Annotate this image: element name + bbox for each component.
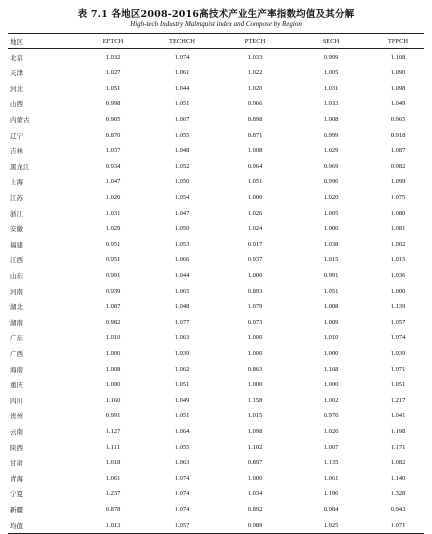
cell-sech: 1.005 <box>323 209 339 217</box>
cell-region: 吉林 <box>10 147 23 156</box>
cell-region: 重庆 <box>10 381 23 390</box>
cell-eftch: 1.037 <box>105 147 121 155</box>
cell-tfpch: 1.075 <box>390 194 406 202</box>
cell-eftch: 1.018 <box>105 459 121 467</box>
cell-techch: 1.044 <box>174 84 190 92</box>
cell-eftch: 0.982 <box>105 318 121 326</box>
cell-ptech: 1.000 <box>247 349 263 357</box>
table-row <box>8 221 424 237</box>
cell-eftch: 0.878 <box>105 505 121 513</box>
cell-ptech: 1.000 <box>247 272 263 279</box>
cell-eftch: 1.127 <box>105 427 121 435</box>
cell-tfpch: 1.139 <box>390 303 406 311</box>
cell-eftch: 1.160 <box>105 396 121 404</box>
cell-sech: 1.061 <box>323 474 339 482</box>
cell-region: 辽宁 <box>10 131 23 140</box>
cell-ptech: 1.102 <box>247 443 263 451</box>
cell-techch: 1.051 <box>174 381 190 389</box>
cell-region: 黑龙江 <box>10 162 30 171</box>
cell-eftch: 1.027 <box>105 69 121 77</box>
cell-eftch: 0.870 <box>105 131 121 139</box>
cell-region: 湖南 <box>10 318 23 327</box>
cell-ptech: 1.051 <box>247 178 263 186</box>
cell-techch: 1.066 <box>174 256 190 264</box>
cell-tfpch: 0.943 <box>390 505 406 513</box>
cell-tfpch: 1.080 <box>390 209 406 217</box>
table-row <box>8 299 424 315</box>
cell-tfpch: 1.198 <box>390 427 406 435</box>
cell-ptech: 1.008 <box>247 147 263 155</box>
cell-region: 广西 <box>10 349 23 358</box>
cell-region: 均值 <box>10 521 23 530</box>
cell-tfpch: 1.071 <box>390 521 406 529</box>
cell-tfpch: 1.217 <box>390 396 406 404</box>
cell-techch: 1.049 <box>174 396 190 404</box>
cell-tfpch: 1.036 <box>390 272 406 279</box>
cell-eftch: 1.032 <box>105 53 121 61</box>
cell-ptech: 1.015 <box>247 412 263 420</box>
cell-ptech: 0.917 <box>247 240 263 248</box>
cell-techch: 1.055 <box>174 131 190 139</box>
cell-ptech: 1.022 <box>247 69 263 77</box>
cell-techch: 1.064 <box>174 427 190 435</box>
cell-eftch: 1.051 <box>105 84 121 92</box>
cell-ptech: 1.026 <box>247 209 263 217</box>
table-row <box>8 49 424 65</box>
table-row <box>8 268 424 284</box>
cell-ptech: 0.893 <box>247 287 263 295</box>
cell-eftch: 1.047 <box>105 178 121 186</box>
cell-ptech: 0.871 <box>247 131 263 139</box>
cell-techch: 1.052 <box>174 162 190 170</box>
header-region: 地区 <box>10 37 23 46</box>
table-row <box>8 159 424 175</box>
cell-eftch: 0.934 <box>105 162 121 170</box>
table-row <box>8 470 424 486</box>
cell-region: 海南 <box>10 365 23 374</box>
cell-sech: 1.008 <box>323 303 339 311</box>
header-tfpch: TFPCH <box>387 37 409 45</box>
table-row <box>8 65 424 81</box>
cell-region: 北京 <box>10 53 23 62</box>
cell-eftch: 0.951 <box>105 240 121 248</box>
cell-eftch: 0.905 <box>105 116 121 124</box>
header-techch: TECHCH <box>169 37 195 45</box>
cell-region: 宁夏 <box>10 490 23 499</box>
cell-techch: 1.063 <box>174 334 190 342</box>
header-row <box>8 34 424 48</box>
cell-sech: 1.025 <box>323 521 339 529</box>
cell-tfpch: 1.051 <box>390 381 406 389</box>
table-body <box>8 49 424 532</box>
cell-techch: 1.074 <box>174 490 190 498</box>
table-row <box>8 314 424 330</box>
cell-techch: 1.054 <box>174 194 190 202</box>
cell-region: 青海 <box>10 474 23 483</box>
cell-sech: 0.999 <box>323 131 339 139</box>
cell-region: 山东 <box>10 272 23 280</box>
table-row <box>8 81 424 97</box>
cell-sech: 1.010 <box>323 334 339 342</box>
cell-eftch: 1.010 <box>105 334 121 342</box>
cell-region: 内蒙古 <box>10 116 30 125</box>
cell-ptech: 1.024 <box>247 225 263 233</box>
cell-tfpch: 1.039 <box>390 349 406 357</box>
table-row <box>8 346 424 362</box>
cell-sech: 0.976 <box>323 412 339 420</box>
cell-sech: 1.000 <box>323 381 339 389</box>
cell-region: 贵州 <box>10 412 23 421</box>
cell-techch: 1.057 <box>174 521 190 529</box>
cell-region: 四川 <box>10 396 23 405</box>
cell-sech: 1.002 <box>323 396 339 404</box>
cell-region: 上海 <box>10 178 23 187</box>
cell-tfpch: 1.090 <box>390 69 406 77</box>
cell-eftch: 0.939 <box>105 287 121 295</box>
cell-region: 山西 <box>10 100 23 109</box>
table-row <box>8 190 424 206</box>
cell-tfpch: 0.982 <box>390 162 406 170</box>
data-table <box>8 33 424 534</box>
cell-tfpch: 1.074 <box>390 334 406 342</box>
cell-sech: 1.168 <box>323 365 339 373</box>
cell-tfpch: 1.082 <box>390 459 406 467</box>
header-sech: SECH <box>322 37 340 45</box>
table-row <box>8 455 424 471</box>
table-row <box>8 237 424 253</box>
cell-tfpch: 1.328 <box>390 490 406 498</box>
cell-ptech: 1.079 <box>247 303 263 311</box>
cell-techch: 1.050 <box>174 225 190 233</box>
cell-sech: 1.020 <box>323 194 339 202</box>
cell-techch: 1.074 <box>174 53 190 61</box>
cell-ptech: 0.898 <box>247 116 263 124</box>
cell-eftch: 1.020 <box>105 194 121 202</box>
cell-techch: 1.051 <box>174 412 190 420</box>
table-subtitle: High-tech Industry Malmquist index and Compose by Region <box>130 20 302 28</box>
cell-sech: 0.969 <box>323 162 339 170</box>
table-row <box>8 283 424 299</box>
table-row <box>8 392 424 408</box>
cell-ptech: 0.966 <box>247 100 263 108</box>
cell-tfpch: 1.071 <box>390 365 406 373</box>
cell-tfpch: 1.140 <box>390 474 406 482</box>
cell-eftch: 1.013 <box>105 521 121 529</box>
cell-techch: 1.047 <box>174 209 190 217</box>
table-row <box>8 517 424 533</box>
cell-techch: 1.039 <box>174 349 190 357</box>
cell-tfpch: 1.087 <box>390 147 406 155</box>
cell-tfpch: 1.049 <box>390 100 406 108</box>
cell-sech: 0.999 <box>323 53 339 61</box>
cell-eftch: 1.087 <box>105 303 121 311</box>
cell-sech: 1.008 <box>323 116 339 124</box>
table-row <box>8 96 424 112</box>
cell-region: 福建 <box>10 240 23 249</box>
cell-ptech: 1.000 <box>247 381 263 389</box>
cell-region: 江苏 <box>10 194 23 203</box>
cell-tfpch: 0.965 <box>390 116 406 124</box>
cell-techch: 1.055 <box>174 443 190 451</box>
cell-region: 广东 <box>10 334 23 343</box>
cell-techch: 1.074 <box>174 505 190 513</box>
cell-eftch: 1.061 <box>105 474 121 482</box>
cell-ptech: 0.892 <box>247 505 263 513</box>
cell-sech: 1.007 <box>323 443 339 451</box>
cell-region: 天津 <box>10 69 23 78</box>
cell-eftch: 1.000 <box>105 381 121 389</box>
cell-sech: 1.015 <box>323 256 339 264</box>
cell-tfpch: 0.918 <box>390 131 406 139</box>
table-row <box>8 486 424 502</box>
cell-ptech: 1.020 <box>247 84 263 92</box>
cell-region: 甘肃 <box>10 459 23 468</box>
table-row <box>8 439 424 455</box>
cell-sech: 1.196 <box>323 490 339 498</box>
cell-ptech: 1.000 <box>247 194 263 202</box>
cell-techch: 1.062 <box>174 365 190 373</box>
header-ptech: PTECH <box>244 37 266 45</box>
cell-techch: 1.044 <box>174 272 190 279</box>
cell-region: 陕西 <box>10 443 23 452</box>
cell-sech: 1.135 <box>323 459 339 467</box>
cell-region: 安徽 <box>10 225 23 234</box>
cell-eftch: 1.029 <box>105 225 121 233</box>
cell-region: 河北 <box>10 84 23 93</box>
cell-sech: 1.038 <box>323 240 339 248</box>
cell-ptech: 0.989 <box>247 521 263 529</box>
table-row <box>8 174 424 190</box>
cell-techch: 1.067 <box>174 116 190 124</box>
cell-techch: 1.050 <box>174 178 190 186</box>
cell-techch: 1.053 <box>174 240 190 248</box>
cell-ptech: 0.897 <box>247 459 263 467</box>
header-eftch: EFTCH <box>102 37 124 45</box>
cell-techch: 1.063 <box>174 459 190 467</box>
cell-region: 云南 <box>10 427 23 436</box>
cell-eftch: 0.998 <box>105 100 121 108</box>
cell-techch: 1.077 <box>174 318 190 326</box>
cell-tfpch: 1.099 <box>390 178 406 186</box>
table-row <box>8 127 424 143</box>
cell-sech: 1.029 <box>323 147 339 155</box>
cell-techch: 1.048 <box>174 303 190 311</box>
cell-eftch: 1.008 <box>105 365 121 373</box>
cell-eftch: 1.111 <box>105 443 121 451</box>
cell-sech: 1.009 <box>323 318 339 326</box>
cell-ptech: 1.158 <box>247 396 263 404</box>
cell-region: 新疆 <box>10 505 23 514</box>
cell-tfpch: 1.041 <box>390 412 406 420</box>
cell-region: 河南 <box>10 287 23 296</box>
cell-tfpch: 1.000 <box>390 287 406 295</box>
table-row <box>8 361 424 377</box>
cell-ptech: 1.033 <box>247 53 263 61</box>
cell-ptech: 1.000 <box>247 334 263 342</box>
cell-tfpch: 1.002 <box>390 240 406 248</box>
cell-sech: 1.033 <box>323 100 339 108</box>
cell-sech: 0.991 <box>323 272 339 279</box>
cell-sech: 0.984 <box>323 505 339 513</box>
cell-ptech: 0.937 <box>247 256 263 264</box>
cell-ptech: 1.098 <box>247 427 263 435</box>
cell-sech: 1.031 <box>323 84 339 92</box>
cell-region: 湖北 <box>10 303 23 312</box>
cell-sech: 1.005 <box>323 69 339 77</box>
cell-techch: 1.074 <box>174 474 190 482</box>
cell-techch: 1.061 <box>174 69 190 77</box>
cell-eftch: 1.000 <box>105 349 121 357</box>
cell-eftch: 0.991 <box>105 272 121 279</box>
cell-techch: 1.051 <box>174 100 190 108</box>
table-row <box>8 112 424 128</box>
table-row <box>8 330 424 346</box>
cell-eftch: 0.991 <box>105 412 121 420</box>
table-row <box>8 424 424 440</box>
cell-tfpch: 1.081 <box>390 225 406 233</box>
table-row <box>8 502 424 518</box>
cell-eftch: 0.951 <box>105 256 121 264</box>
table-row <box>8 143 424 159</box>
cell-region: 江西 <box>10 256 23 265</box>
table-title: 表 7.1 各地区2008-2016高技术产业生产率指数均值及其分解 <box>77 9 355 20</box>
cell-tfpch: 1.108 <box>390 53 406 61</box>
table-row <box>8 252 424 268</box>
cell-sech: 1.000 <box>323 349 339 357</box>
cell-sech: 1.026 <box>323 427 339 435</box>
table-row <box>8 205 424 221</box>
cell-ptech: 0.964 <box>247 162 263 170</box>
cell-eftch: 1.031 <box>105 209 121 217</box>
cell-region: 浙江 <box>10 209 23 218</box>
cell-tfpch: 1.098 <box>390 84 406 92</box>
cell-tfpch: 1.015 <box>390 256 406 264</box>
cell-ptech: 1.000 <box>247 474 263 482</box>
cell-sech: 1.051 <box>323 287 339 295</box>
cell-eftch: 1.237 <box>105 490 121 498</box>
cell-sech: 0.996 <box>323 178 339 186</box>
cell-ptech: 1.034 <box>247 490 263 498</box>
cell-tfpch: 1.171 <box>390 443 406 451</box>
table-row <box>8 408 424 424</box>
cell-ptech: 0.973 <box>247 318 263 326</box>
cell-ptech: 0.863 <box>247 365 263 373</box>
cell-techch: 1.065 <box>174 287 190 295</box>
cell-tfpch: 1.057 <box>390 318 406 326</box>
table-row <box>8 377 424 393</box>
cell-techch: 1.048 <box>174 147 190 155</box>
cell-sech: 1.006 <box>323 225 339 233</box>
